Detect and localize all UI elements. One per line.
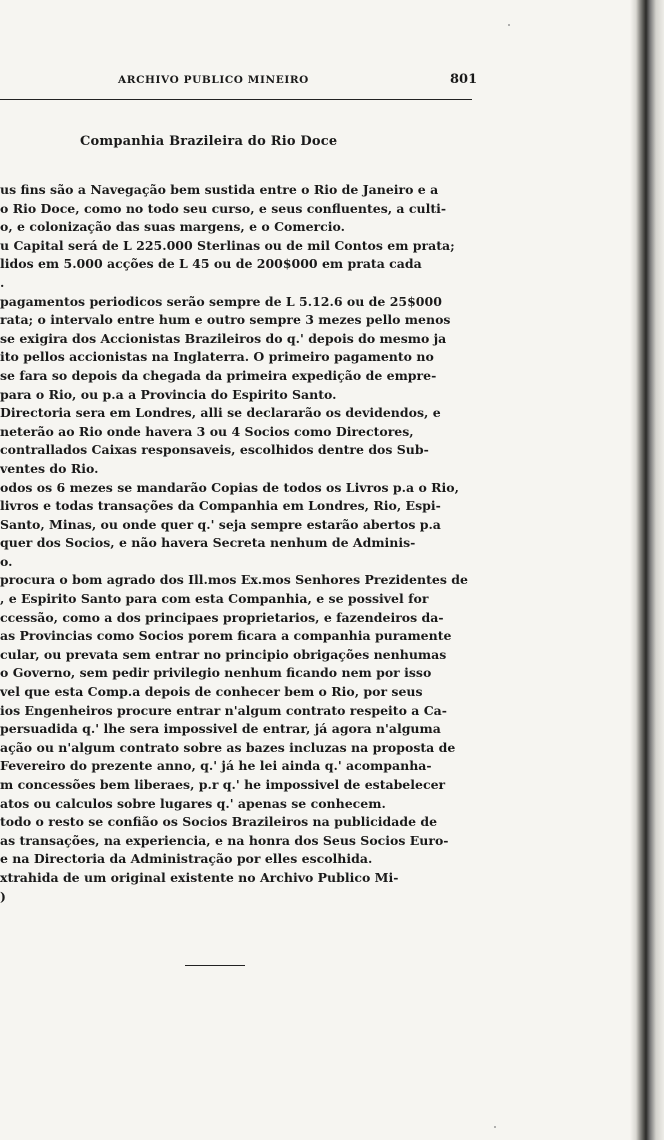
text-line: , e Espirito Santo para com esta Companhia, e se possivel for xyxy=(0,591,429,607)
text-line: ios Engenheiros procure entrar n'algum contrato respeito a Ca- xyxy=(0,702,447,718)
article-title: Companhia Brazileira do Rio Doce xyxy=(80,134,338,149)
page-number: 801 xyxy=(450,72,478,87)
text-line: se fara so depois da chegada da primeira expedição de empre- xyxy=(0,367,437,383)
text-line: cular, ou prevata sem entrar no principio obrigações nenhumas xyxy=(0,646,447,662)
text-line: vel que esta Comp.a depois de conhecer bem o Rio, por seus xyxy=(0,684,423,700)
text-line: . xyxy=(0,274,5,290)
end-rule xyxy=(185,965,245,966)
text-line: o Governo, sem pedir privilegio nenhum ficando nem por isso xyxy=(0,665,432,681)
text-line: Fevereiro do prezente anno, q.' já he lei ainda q.' acompanha- xyxy=(0,758,432,774)
text-line: neterão ao Rio onde havera 3 ou 4 Socios como Directores, xyxy=(0,423,414,439)
text-line: ito pellos accionistas na Inglaterra. O primeiro pagamento no xyxy=(0,349,434,365)
text-line: rata; o intervalo entre hum e outro sempre 3 mezes pello menos xyxy=(0,312,451,328)
paper-speck xyxy=(508,24,510,26)
text-line: e na Directoria da Administração por elles escolhida. xyxy=(0,851,373,867)
text-line: ccessão, como a dos principaes proprietarios, e fazendeiros da- xyxy=(0,609,444,625)
paper-speck xyxy=(494,1126,496,1128)
text-line: livros e todas transações da Companhia em Londres, Rio, Espi- xyxy=(0,498,441,514)
text-line: u Capital será de L 225.000 Sterlinas ou de mil Contos em prata; xyxy=(0,237,455,253)
header-rule xyxy=(0,99,472,100)
body-text xyxy=(0,181,474,906)
text-line: persuadida q.' lhe sera impossivel de entrar, já agora n'alguma xyxy=(0,721,441,737)
text-line: us fins são a Navegação bem sustida entre o Rio de Janeiro e a xyxy=(0,182,439,197)
text-line: o. xyxy=(0,553,13,569)
page-binding-edge xyxy=(630,0,664,1140)
text-line: Directoria sera em Londres, alli se declararão os devidendos, e xyxy=(0,405,441,421)
text-line: ventes do Rio. xyxy=(0,460,99,476)
text-line: ) xyxy=(0,888,6,904)
text-line: ação ou n'algum contrato sobre as bazes incluzas na proposta de xyxy=(0,739,456,755)
text-line: quer dos Socios, e não havera Secreta nenhum de Adminis- xyxy=(0,535,416,551)
text-line: atos ou calculos sobre lugares q.' apenas se conhecem. xyxy=(0,795,386,811)
text-line: contrallados Caixas responsaveis, escolhidos dentre dos Sub- xyxy=(0,442,429,458)
text-line: lidos em 5.000 acções de L 45 ou de 200$000 em prata cada xyxy=(0,256,422,272)
running-header xyxy=(0,72,478,94)
running-title: ARCHIVO PUBLICO MINEIRO xyxy=(118,74,309,86)
text-line: todo o resto se confião os Socios Brazileiros na publicidade de xyxy=(0,814,438,830)
text-line: procura o bom agrado dos Ill.mos Ex.mos Senhores Prezidentes de xyxy=(0,572,468,588)
text-line: se exigira dos Accionistas Brazileiros do q.' depois do mesmo ja xyxy=(0,330,447,346)
text-line: xtrahida de um original existente no Archivo Publico Mi- xyxy=(0,869,399,885)
text-line: as Provincias como Socios porem ficara a companhia puramente xyxy=(0,628,452,644)
text-line: m concessões bem liberaes, p.r q.' he impossivel de estabelecer xyxy=(0,777,446,792)
text-line: para o Rio, ou p.a a Provincia do Espirito Santo. xyxy=(0,386,337,402)
text-line: Santo, Minas, ou onde quer q.' seja sempre estarão abertos p.a xyxy=(0,516,441,532)
text-line: o, e colonização das suas margens, e o Comercio. xyxy=(0,219,345,235)
text-line: as transações, na experiencia, e na honra dos Seus Socios Euro- xyxy=(0,832,449,848)
text-line: pagamentos periodicos serão sempre de L 5.12.6 ou de 25$000 xyxy=(0,293,442,309)
text-line: odos os 6 mezes se mandarão Copias de todos os Livros p.a o Rio, xyxy=(0,479,459,495)
text-line: o Rio Doce, como no todo seu curso, e seus confluentes, a culti- xyxy=(0,200,447,216)
